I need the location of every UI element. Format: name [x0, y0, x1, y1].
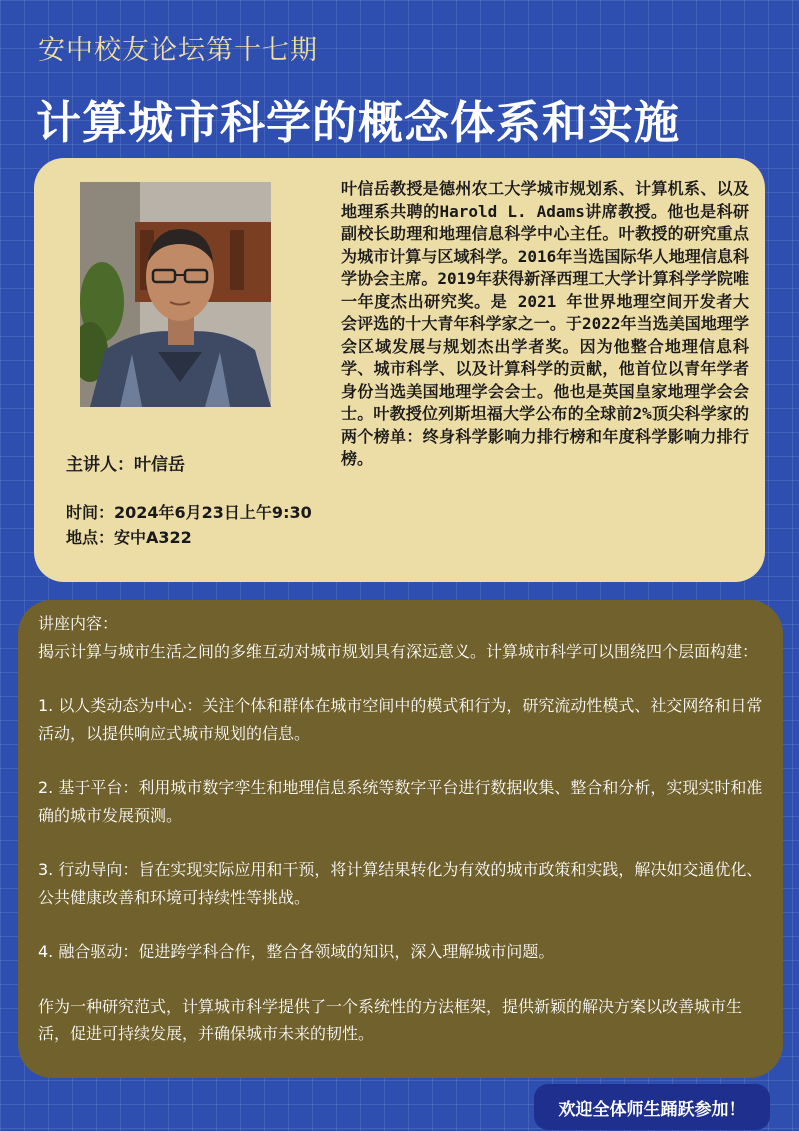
- speaker-name: 主讲人：叶信岳: [66, 455, 185, 475]
- speaker-photo: [80, 182, 271, 407]
- event-time: 时间：2024年6月23日上午9:30: [66, 503, 312, 522]
- lecture-point-1: 1. 以人类动态为中心：关注个体和群体在城市空间中的模式和行为，研究流动性模式、社交网络和日常活动，以提供响应式城市规划的信息。: [38, 696, 763, 743]
- welcome-banner: 欢迎全体师生踊跃参加！: [534, 1084, 770, 1130]
- lecture-heading: 讲座内容：: [38, 614, 119, 633]
- lecture-content: [18, 600, 783, 1078]
- lecture-point-3: 3. 行动导向：旨在实现实际应用和干预，将计算结果转化为有效的城市政策和实践，解决如交通优化、公共健康改善和环境可持续性等挑战。: [38, 860, 763, 907]
- forum-series: 安中校友论坛第十七期: [38, 35, 318, 66]
- speaker-portrait-icon: [80, 182, 271, 407]
- lecture-intro: 揭示计算与城市生活之间的多维互动对城市规划具有深远意义。计算城市科学可以围绕四个层面构建：: [38, 641, 759, 661]
- speaker-card: [34, 158, 765, 582]
- event-place: 地点：安中A322: [66, 528, 192, 547]
- lecture-conclusion: 作为一种研究范式，计算城市科学提供了一个系统性的方法框架，提供新颖的解决方案以改善城市生活，促进可持续发展，并确保城市未来的韧性。: [38, 996, 743, 1043]
- speaker-bio: 叶信岳教授是德州农工大学城市规划系、计算机系、以及地理系共聘的Harold L. Adams讲席教授。他也是科研副校长助理和地理信息科学中心主任。叶教授的研究重点为城市计算与区域科学。2016年当选国际华人地理信息科学协会主席。2019年获得新泽西理工大学计算科学学院唯一年度杰出研究奖。是 2021 年世界地理空间开发者大会评选的十大青年科学家之一。于2022年当选美国地理学会区域发展与规划杰出学者奖。因为他整合地理信息科学、城市科学、以及计算科学的贡献，他首位以青年学者身份当选美国地理学会会士。他也是英国皇家地理学会会士。叶教授位列斯坦福大学公布的全球前2%顶尖科学家的两个榜单：终身科学影响力排行榜和年度科学影响力排行榜。: [341, 179, 749, 468]
- lecture-body: [38, 610, 768, 1048]
- lecture-point-4: 4. 融合驱动：促进跨学科合作，整合各领域的知识，深入理解城市问题。: [38, 942, 555, 961]
- lecture-point-2: 2. 基于平台：利用城市数字孪生和地理信息系统等数字平台进行数据收集、整合和分析，实现实时和准确的城市发展预测。: [38, 778, 763, 825]
- event-meta: [66, 500, 312, 550]
- page-title: 计算城市科学的概念体系和实施: [36, 96, 681, 149]
